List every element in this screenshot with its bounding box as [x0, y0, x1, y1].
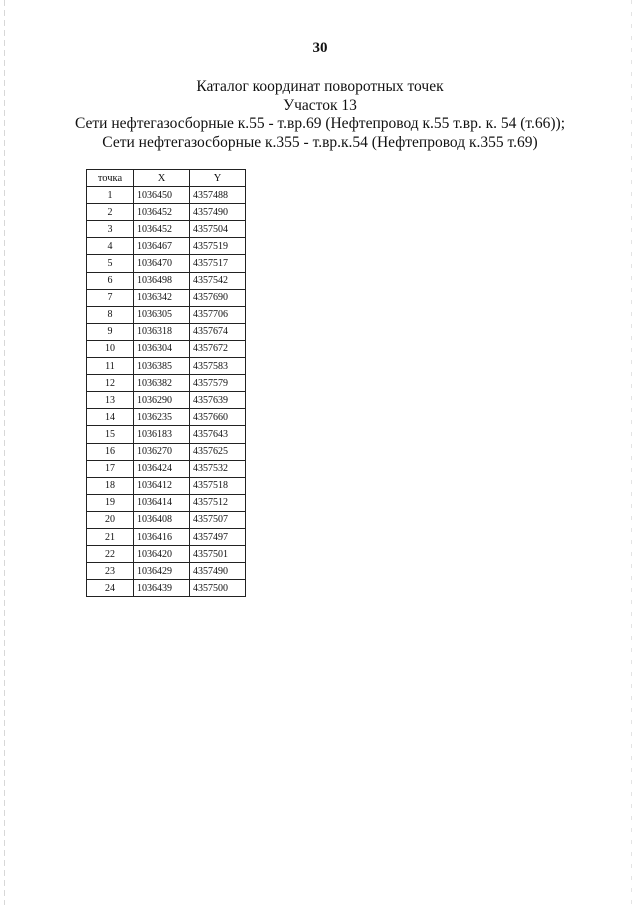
header-network-2: Сети нефтегазосборные к.355 - т.вр.к.54 (Нефтепровод к.355 т.69) — [102, 133, 538, 151]
cell-y: 4357519 — [190, 238, 246, 255]
cell-y: 4357497 — [190, 528, 246, 545]
coordinates-table — [86, 169, 246, 597]
table-header-row — [87, 170, 246, 187]
table-row — [87, 272, 246, 289]
document-header — [0, 78, 640, 152]
table-row — [87, 340, 246, 357]
cell-point: 1 — [87, 187, 134, 204]
table-row — [87, 546, 246, 563]
cell-x: 1036270 — [134, 443, 190, 460]
cell-x: 1036420 — [134, 546, 190, 563]
cell-y: 4357490 — [190, 563, 246, 580]
cell-point: 18 — [87, 477, 134, 494]
cell-point: 24 — [87, 580, 134, 597]
cell-x: 1036385 — [134, 358, 190, 375]
header-title: Каталог координат поворотных точек — [196, 78, 444, 95]
cell-x: 1036452 — [134, 221, 190, 238]
table-row — [87, 255, 246, 272]
cell-point: 13 — [87, 392, 134, 409]
cell-x: 1036408 — [134, 511, 190, 528]
table-row — [87, 204, 246, 221]
cell-point: 4 — [87, 238, 134, 255]
cell-point: 16 — [87, 443, 134, 460]
cell-y: 4357501 — [190, 546, 246, 563]
cell-point: 12 — [87, 375, 134, 392]
cell-y: 4357690 — [190, 289, 246, 306]
cell-y: 4357706 — [190, 306, 246, 323]
table-row — [87, 238, 246, 255]
header-section: Участок 13 — [283, 96, 357, 114]
cell-y: 4357504 — [190, 221, 246, 238]
table-row — [87, 358, 246, 375]
column-header-x: X — [134, 170, 190, 187]
cell-x: 1036429 — [134, 563, 190, 580]
cell-point: 7 — [87, 289, 134, 306]
table-row — [87, 494, 246, 511]
table-row — [87, 563, 246, 580]
cell-y: 4357674 — [190, 323, 246, 340]
cell-y: 4357579 — [190, 375, 246, 392]
cell-x: 1036416 — [134, 528, 190, 545]
cell-point: 11 — [87, 358, 134, 375]
cell-x: 1036235 — [134, 409, 190, 426]
table-row — [87, 580, 246, 597]
cell-point: 9 — [87, 323, 134, 340]
cell-point: 20 — [87, 511, 134, 528]
cell-x: 1036382 — [134, 375, 190, 392]
cell-point: 22 — [87, 546, 134, 563]
cell-y: 4357643 — [190, 426, 246, 443]
cell-point: 17 — [87, 460, 134, 477]
cell-point: 3 — [87, 221, 134, 238]
cell-point: 2 — [87, 204, 134, 221]
column-header-point: точка — [87, 170, 134, 187]
page-number: 30 — [312, 40, 328, 56]
cell-point: 19 — [87, 494, 134, 511]
table-row — [87, 443, 246, 460]
cell-y: 4357500 — [190, 580, 246, 597]
cell-y: 4357625 — [190, 443, 246, 460]
table-row — [87, 477, 246, 494]
header-network-1: Сети нефтегазосборные к.55 - т.вр.69 (Нефтепровод к.55 т.вр. к. 54 (т.66)); — [74, 115, 566, 132]
cell-x: 1036452 — [134, 204, 190, 221]
table-row — [87, 460, 246, 477]
cell-x: 1036424 — [134, 460, 190, 477]
table-row — [87, 409, 246, 426]
cell-y: 4357512 — [190, 494, 246, 511]
cell-y: 4357532 — [190, 460, 246, 477]
cell-y: 4357639 — [190, 392, 246, 409]
table-row — [87, 511, 246, 528]
cell-y: 4357660 — [190, 409, 246, 426]
cell-x: 1036342 — [134, 289, 190, 306]
cell-y: 4357672 — [190, 340, 246, 357]
table-row — [87, 375, 246, 392]
table-row — [87, 528, 246, 545]
column-header-y: Y — [190, 170, 246, 187]
cell-y: 4357517 — [190, 255, 246, 272]
cell-y: 4357490 — [190, 204, 246, 221]
cell-y: 4357542 — [190, 272, 246, 289]
cell-y: 4357518 — [190, 477, 246, 494]
cell-x: 1036414 — [134, 494, 190, 511]
cell-x: 1036470 — [134, 255, 190, 272]
cell-x: 1036498 — [134, 272, 190, 289]
cell-y: 4357507 — [190, 511, 246, 528]
table-row — [87, 392, 246, 409]
cell-x: 1036183 — [134, 426, 190, 443]
cell-x: 1036450 — [134, 187, 190, 204]
cell-x: 1036439 — [134, 580, 190, 597]
cell-x: 1036304 — [134, 340, 190, 357]
cell-x: 1036290 — [134, 392, 190, 409]
table-row — [87, 306, 246, 323]
table-row — [87, 426, 246, 443]
table-row — [87, 323, 246, 340]
cell-point: 23 — [87, 563, 134, 580]
table-body — [87, 187, 246, 597]
cell-x: 1036305 — [134, 306, 190, 323]
cell-point: 6 — [87, 272, 134, 289]
table-row — [87, 187, 246, 204]
cell-point: 10 — [87, 340, 134, 357]
cell-point: 8 — [87, 306, 134, 323]
cell-point: 14 — [87, 409, 134, 426]
cell-point: 5 — [87, 255, 134, 272]
cell-y: 4357583 — [190, 358, 246, 375]
cell-y: 4357488 — [190, 187, 246, 204]
cell-point: 15 — [87, 426, 134, 443]
cell-x: 1036412 — [134, 477, 190, 494]
cell-point: 21 — [87, 528, 134, 545]
cell-x: 1036467 — [134, 238, 190, 255]
table-row — [87, 289, 246, 306]
table-row — [87, 221, 246, 238]
cell-x: 1036318 — [134, 323, 190, 340]
